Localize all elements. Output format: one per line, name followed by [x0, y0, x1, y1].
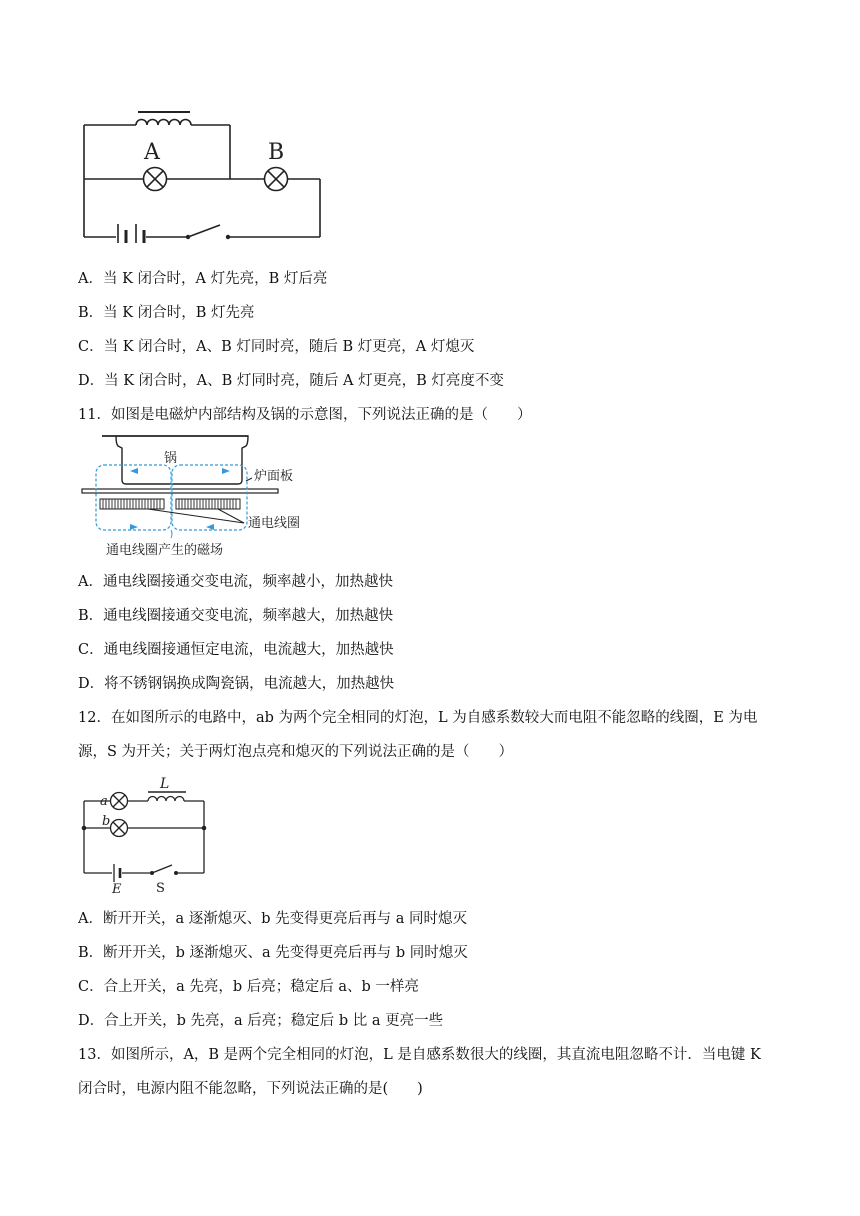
figure-q12-circuit [78, 773, 218, 895]
q13-stem-line1: 13．如图所示，A，B 是两个完全相同的灯泡，L 是自感系数很大的线圈，其直流电阻忽略不计．当电键 K [78, 1047, 761, 1063]
q11-stem: 11．如图是电磁炉内部结构及锅的示意图，下列说法正确的是（ ） [78, 407, 532, 423]
lamp-b-symbol [265, 168, 288, 191]
q12-option-b: B．断开开关，b 逐渐熄灭、a 先变得更亮后再与 b 同时熄灭 [78, 945, 468, 961]
source-label: E [112, 882, 122, 895]
q12-option-a: A．断开开关，a 逐渐熄灭、b 先变得更亮后再与 a 同时熄灭 [78, 911, 467, 927]
lamp-b-symbol [111, 820, 128, 837]
q13-stem-line2: 闭合时，电源内阻不能忽略，下列说法正确的是( ) [78, 1081, 423, 1097]
label-panel: 炉面板 [254, 469, 294, 484]
figure-q11-induction-cooker [78, 432, 348, 560]
lamp-b-label: B [268, 140, 285, 165]
battery-symbol [114, 864, 120, 882]
figure-q10-circuit [78, 108, 328, 243]
lamp-a-label: a [100, 794, 108, 809]
q11-option-a: A．通电线圈接通交变电流，频率越小，加热越快 [78, 574, 393, 590]
switch-label: S [156, 881, 165, 895]
q10-option-d: D．当 K 闭合时，A、B 灯同时亮，随后 A 灯更亮，B 灯亮度不变 [78, 373, 504, 389]
switch-contact [186, 235, 190, 239]
q12-stem-line1: 12．在如图所示的电路中，ab 为两个完全相同的灯泡，L 为自感系数较大而电阻不能忽略的线圈，E 为电 [78, 710, 758, 726]
q11-option-c: C．通电线圈接通恒定电流，电流越大，加热越快 [78, 642, 394, 658]
q10-option-b: B．当 K 闭合时，B 灯先亮 [78, 305, 255, 321]
q12-stem-line2: 源，S 为开关；关于两灯泡点亮和熄灭的下列说法正确的是（ ） [78, 744, 514, 760]
lamp-a-symbol [111, 793, 128, 810]
label-field: 通电线圈产生的磁场 [106, 543, 224, 558]
lamp-a-label: A [144, 140, 160, 165]
coil-right [176, 499, 240, 509]
label-coil: 通电线圈 [248, 516, 301, 531]
label-pot: 锅 [164, 451, 178, 466]
inductor-label: L [160, 776, 170, 792]
lamp-a-symbol [144, 168, 167, 191]
q10-option-a: A．当 K 闭合时，A 灯先亮，B 灯后亮 [78, 271, 328, 287]
coil-left [100, 499, 164, 509]
q11-option-b: B．通电线圈接通交变电流，频率越大，加热越快 [78, 608, 394, 624]
q12-option-d: D．合上开关，b 先亮，a 后亮；稳定后 b 比 a 更亮一些 [78, 1013, 444, 1029]
lamp-b-label: b [102, 814, 111, 829]
q10-option-c: C．当 K 闭合时，A、B 灯同时亮，随后 B 灯更亮，A 灯熄灭 [78, 339, 475, 355]
switch-contact [226, 235, 230, 239]
q11-option-d: D．将不锈钢锅换成陶瓷锅，电流越大，加热越快 [78, 676, 395, 692]
battery-symbol [118, 224, 144, 243]
q12-option-c: C．合上开关，a 先亮，b 后亮；稳定后 a、b 一样亮 [78, 979, 419, 995]
